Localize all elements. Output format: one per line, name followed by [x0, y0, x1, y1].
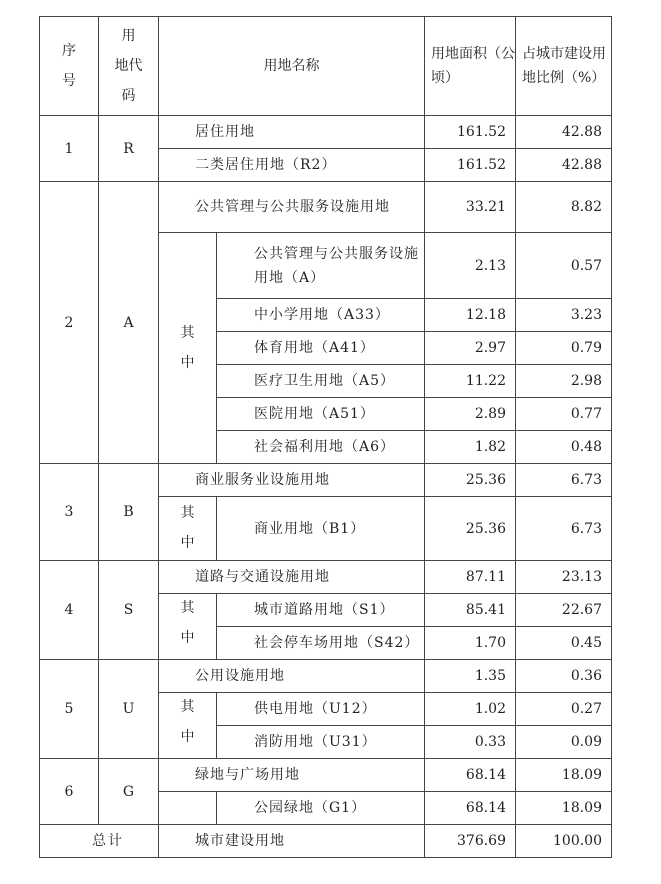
total-row — [40, 825, 612, 858]
sub-name-cell: 医疗卫生用地（A5） — [217, 365, 425, 398]
code-cell: U — [99, 660, 159, 759]
sub-name-cell: 社会停车场用地（S42） — [217, 627, 425, 660]
header-code: 用 地代 码 — [99, 17, 159, 116]
qi-zhong-label: 其 中 — [159, 497, 217, 561]
ratio-cell: 18.09 — [516, 792, 612, 825]
main-name-cell: 公用设施用地 — [159, 660, 425, 693]
table-row — [40, 464, 612, 497]
area-cell: 1.70 — [425, 627, 516, 660]
area-cell: 1.02 — [425, 693, 516, 726]
total-name-cell: 城市建设用地 — [159, 825, 425, 858]
sub-name-cell: 消防用地（U31） — [217, 726, 425, 759]
ratio-cell: 18.09 — [516, 759, 612, 792]
area-cell: 33.21 — [425, 182, 516, 233]
area-cell: 85.41 — [425, 594, 516, 627]
main-name-cell: 绿地与广场用地 — [159, 759, 425, 792]
main-name-cell: 道路与交通设施用地 — [159, 561, 425, 594]
ratio-cell: 0.36 — [516, 660, 612, 693]
sub-name-cell: 中小学用地（A33） — [217, 299, 425, 332]
area-cell: 25.36 — [425, 497, 516, 561]
ratio-cell: 0.27 — [516, 693, 612, 726]
sub-name-cell: 二类居住用地（R2） — [159, 149, 425, 182]
area-cell: 2.89 — [425, 398, 516, 431]
ratio-cell: 0.45 — [516, 627, 612, 660]
table-row — [40, 660, 612, 693]
ratio-cell: 0.57 — [516, 233, 612, 299]
code-cell: S — [99, 561, 159, 660]
area-cell: 12.18 — [425, 299, 516, 332]
header-row — [40, 17, 612, 116]
code-cell: G — [99, 759, 159, 825]
table-row — [40, 182, 612, 233]
area-cell: 1.82 — [425, 431, 516, 464]
ratio-cell: 3.23 — [516, 299, 612, 332]
sub-name-cell: 城市道路用地（S1） — [217, 594, 425, 627]
header-seq: 序 号 — [40, 17, 99, 116]
seq-cell: 5 — [40, 660, 99, 759]
code-cell: R — [99, 116, 159, 182]
sub-name-cell: 公共管理与公共服务设施用地（A） — [217, 233, 425, 299]
ratio-cell: 0.79 — [516, 332, 612, 365]
total-area-cell: 376.69 — [425, 825, 516, 858]
area-cell: 25.36 — [425, 464, 516, 497]
seq-cell: 3 — [40, 464, 99, 561]
area-cell: 161.52 — [425, 116, 516, 149]
code-cell: A — [99, 182, 159, 464]
ratio-cell: 42.88 — [516, 116, 612, 149]
area-cell: 68.14 — [425, 759, 516, 792]
land-use-table — [39, 16, 612, 858]
area-cell: 0.33 — [425, 726, 516, 759]
ratio-cell: 6.73 — [516, 464, 612, 497]
sub-name-cell: 公园绿地（G1） — [217, 792, 425, 825]
area-cell: 2.13 — [425, 233, 516, 299]
header-area: 用地面积（公顷） — [425, 17, 516, 116]
sub-name-cell: 社会福利用地（A6） — [217, 431, 425, 464]
area-cell: 11.22 — [425, 365, 516, 398]
ratio-cell: 0.48 — [516, 431, 612, 464]
ratio-cell: 0.77 — [516, 398, 612, 431]
sub-name-cell: 供电用地（U12） — [217, 693, 425, 726]
ratio-cell: 2.98 — [516, 365, 612, 398]
ratio-cell: 42.88 — [516, 149, 612, 182]
area-cell: 87.11 — [425, 561, 516, 594]
seq-cell: 2 — [40, 182, 99, 464]
sub-name-cell: 商业用地（B1） — [217, 497, 425, 561]
table-row — [40, 759, 612, 792]
total-label: 总计 — [40, 825, 159, 858]
sub-name-cell: 体育用地（A41） — [217, 332, 425, 365]
ratio-cell: 23.13 — [516, 561, 612, 594]
main-name-cell: 商业服务业设施用地 — [159, 464, 425, 497]
ratio-cell: 0.09 — [516, 726, 612, 759]
area-cell: 68.14 — [425, 792, 516, 825]
main-name-cell: 公共管理与公共服务设施用地 — [159, 182, 425, 233]
header-ratio: 占城市建设用地比例（%） — [516, 17, 612, 116]
qi-zhong-label: 其 中 — [159, 233, 217, 464]
empty-cell — [159, 792, 217, 825]
ratio-cell: 22.67 — [516, 594, 612, 627]
area-cell: 2.97 — [425, 332, 516, 365]
qi-zhong-label: 其 中 — [159, 693, 217, 759]
ratio-cell: 6.73 — [516, 497, 612, 561]
sub-name-cell: 医院用地（A51） — [217, 398, 425, 431]
code-cell: B — [99, 464, 159, 561]
seq-cell: 6 — [40, 759, 99, 825]
qi-zhong-label: 其 中 — [159, 594, 217, 660]
main-name-cell: 居住用地 — [159, 116, 425, 149]
header-name: 用地名称 — [159, 17, 425, 116]
ratio-cell: 8.82 — [516, 182, 612, 233]
area-cell: 161.52 — [425, 149, 516, 182]
seq-cell: 1 — [40, 116, 99, 182]
area-cell: 1.35 — [425, 660, 516, 693]
table-row — [40, 116, 612, 149]
total-ratio-cell: 100.00 — [516, 825, 612, 858]
table-row — [40, 561, 612, 594]
seq-cell: 4 — [40, 561, 99, 660]
